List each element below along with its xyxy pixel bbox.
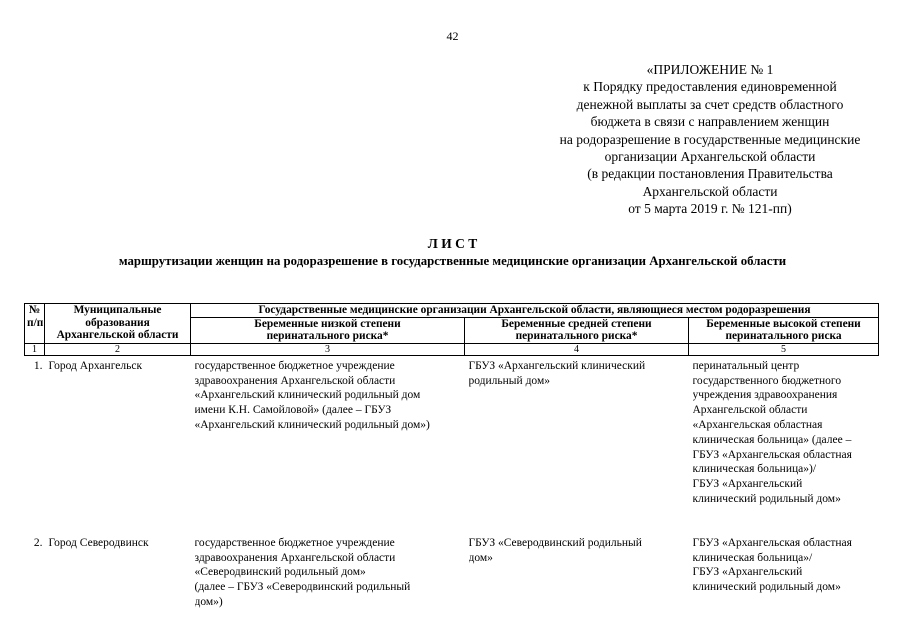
appendix-line: «ПРИЛОЖЕНИЕ № 1 [646,62,774,77]
cell-line: ГБУЗ «Северодвинский родильный [468,536,642,549]
cell-line: здравоохранения Архангельской области [194,374,396,387]
cell-line: ГБУЗ «Архангельская областная [692,448,852,461]
sheet-title: Л И С Т [427,236,478,251]
header-line: Архангельской области [56,329,179,342]
header-line: перинатального риска* [515,330,638,343]
index-cell: 4 [465,343,689,355]
cell-line: «Северодвинский родильный дом» [194,566,366,579]
cell-line: Архангельской области [692,404,808,417]
row-medium-risk [465,533,689,636]
header-line: перинатального риска* [266,330,389,343]
row-high-risk [689,355,879,532]
index-cell: 3 [191,343,465,355]
appendix-line: бюджета в связи с направлением женщин [590,114,830,130]
row-medium-risk [465,355,689,532]
cell-line: здравоохранения Архангельской области [194,551,396,564]
header-high-risk [689,317,879,343]
header-line: Беременные средней степени [501,317,652,330]
cell-line: имени К.Н. Самойловой» (далее – ГБУЗ [194,404,392,417]
appendix-line: (в редакции постановления Правительства [587,166,833,182]
header-group: Государственные медицинские организации Архангельской области, являющиеся местом родоразрешения [191,304,879,318]
appendix-line: на родоразрешение в государственные медицинские [559,131,861,147]
header-low-risk [191,317,465,343]
header-line: Беременные высокой степени [706,317,861,330]
cell-line: клиническая больница»/ [692,551,813,564]
cell-line: «Архангельский клинический родильный дом [194,389,421,402]
cell-line: учреждения здравоохранения [692,389,838,402]
cell-line: государственное бюджетное учреждение [194,536,395,549]
appendix-line: организации Архангельской области [604,149,816,165]
cell-line: клинический родильный дом» [692,492,841,505]
row-low-risk [191,355,465,532]
row-number: 2. [33,536,43,549]
row-low-risk [191,533,465,636]
header-medium-risk [465,317,689,343]
appendix-line: денежной выплаты за счет средств областного [576,96,844,112]
table-row [25,533,879,636]
cell-line: перинатальный центр [692,359,800,372]
header-number [25,304,45,344]
cell-line: (далее – ГБУЗ «Северодвинский родильный [194,581,411,594]
cell-line: «Архангельская областная [692,418,823,431]
cell-line: ГБУЗ «Архангельский [692,478,803,491]
index-cell: 5 [689,343,879,355]
row-number: 1. [33,359,43,372]
routing-table [24,303,879,636]
appendix-line: от 5 марта 2019 г. № 121-пп) [628,201,792,217]
cell-line: государственное бюджетное учреждение [194,359,395,372]
row-high-risk [689,533,879,636]
table-row [25,355,879,532]
header-municipality [45,304,191,344]
cell-line: государственного бюджетного [692,374,842,387]
header-line: Беременные низкой степени [254,317,401,330]
cell-line: дом») [194,595,223,608]
sheet-subtitle: маршрутизации женщин на родоразрешение в государственные медицинские организации Архангельской области [118,254,787,268]
row-municipality: Город Архангельск [48,359,143,372]
header-line: образования [85,316,150,329]
cell-line: ГБУЗ «Архангельский клинический [468,359,646,372]
appendix-line: к Порядку предоставления единовременной [583,79,837,95]
cell-line: ГБУЗ «Архангельская областная [692,536,852,549]
index-row [25,343,879,355]
header-line: перинатального риска [725,330,842,343]
appendix-line: Архангельской области [642,183,778,199]
header-line: № [28,304,41,316]
page-number: 42 [446,29,459,43]
cell-line: родильный дом» [468,374,550,387]
appendix-block [535,61,885,218]
cell-line: клиническая больница» (далее – [692,433,852,446]
cell-line: «Архангельский клинический родильный дом») [194,418,430,431]
header-line: п/п [27,316,44,329]
cell-line: дом» [468,551,493,564]
header-line: Муниципальные [73,304,162,316]
row-municipality: Город Северодвинск [48,536,149,549]
cell-line: клиническая больница»)/ [692,463,817,476]
header-row [25,304,879,318]
index-cell: 1 [25,343,45,355]
index-cell: 2 [45,343,191,355]
cell-line: клинический родильный дом» [692,581,841,594]
cell-line: ГБУЗ «Архангельский [692,566,803,579]
